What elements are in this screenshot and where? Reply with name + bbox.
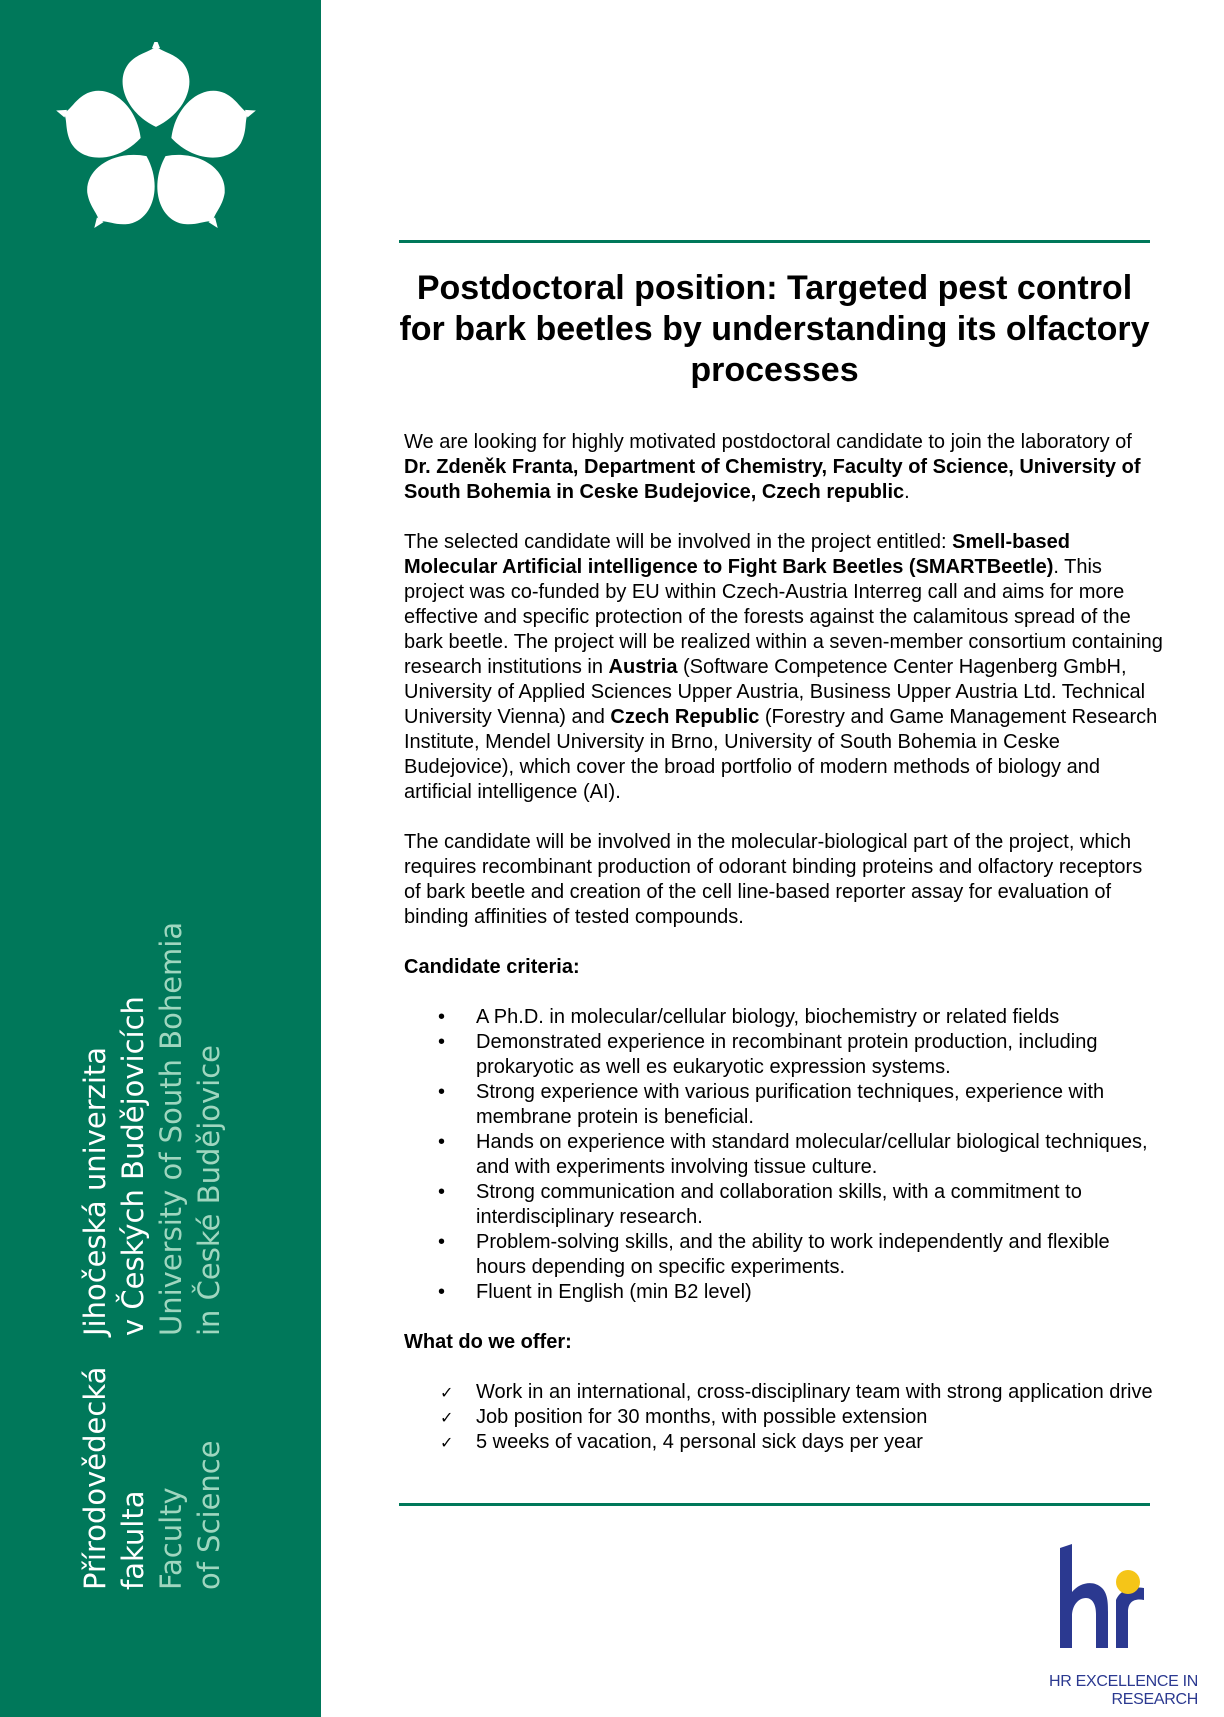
hr-excellence-logo bbox=[1050, 1540, 1150, 1650]
criteria-heading: Candidate criteria: bbox=[404, 956, 580, 978]
list-item: • Strong experience with various purification techniques, experience with membrane protein is beneficial. bbox=[404, 1080, 1164, 1130]
offer-list bbox=[404, 1380, 1164, 1455]
project-text-4: (Forestry and Game Management Research Institute, Mendel University in Brno, University of South Bohemia in Ceske Budejovice), which cover the broad portfolio of modern methods of biology and artificial intelligence (AI). bbox=[404, 706, 1158, 803]
document-body bbox=[404, 430, 1164, 1480]
hr-excellence-caption: HR EXCELLENCE IN RESEARCH bbox=[1048, 1673, 1198, 1708]
criteria-list bbox=[404, 1005, 1164, 1305]
list-item: • A Ph.D. in molecular/cellular biology, biochemistry or related fields bbox=[404, 1005, 1164, 1030]
faculty-line-cs-2: fakulta bbox=[116, 1490, 150, 1590]
project-text-3: (Software Competence Center Hagenberg GmbH, University of Applied Sciences Upper Austria, Business Upper Austria Ltd. Technical University Vienna) and bbox=[404, 656, 1146, 728]
page-title: Postdoctoral position: Targeted pest control for bark beetles by understanding its olfactory processes bbox=[399, 269, 1150, 389]
list-item: • Problem-solving skills, and the ability to work independently and flexible hours depending on specific experiments. bbox=[404, 1230, 1164, 1280]
faculty-line-en-1: Faculty bbox=[154, 1487, 188, 1590]
intro-end: . bbox=[904, 481, 910, 503]
university-name bbox=[76, 922, 228, 1336]
university-flower-logo bbox=[50, 42, 262, 244]
intro-text: We are looking for highly motivated postdoctoral candidate to join the laboratory of bbox=[404, 431, 1132, 453]
intro-paragraph bbox=[404, 430, 1164, 505]
university-sidebar bbox=[0, 0, 321, 1717]
faculty-line-en-2: of Science bbox=[192, 1440, 226, 1590]
university-line-cs-2: v Českých Budějovicích bbox=[116, 996, 150, 1336]
list-item: • Strong communication and collaboration skills, with a commitment to interdisciplinary research. bbox=[404, 1180, 1164, 1230]
list-item: ✓ 5 weeks of vacation, 4 personal sick days per year bbox=[404, 1430, 1164, 1455]
list-item: • Demonstrated experience in recombinant protein production, including prokaryotic as well es eukaryotic expression systems. bbox=[404, 1030, 1164, 1080]
project-paragraph bbox=[404, 530, 1164, 805]
bottom-divider bbox=[399, 1503, 1150, 1506]
role-paragraph: The candidate will be involved in the molecular-biological part of the project, which requires recombinant production of odorant binding proteins and olfactory receptors of bark beetle and creation of the cell line-based reporter assay for evaluation of binding affinities of tested compounds. bbox=[404, 831, 1143, 928]
list-item: • Fluent in English (min B2 level) bbox=[404, 1280, 1164, 1305]
university-line-en-2: in České Budějovice bbox=[192, 1044, 226, 1336]
project-country-austria: Austria bbox=[608, 656, 678, 678]
project-country-czech: Czech Republic bbox=[610, 706, 760, 728]
project-title: Smell-based Molecular Artificial intelligence to Fight Bark Beetles (SMARTBeetle) bbox=[404, 531, 1070, 578]
faculty-name bbox=[76, 1367, 228, 1590]
top-divider bbox=[399, 240, 1150, 243]
project-text-1: The selected candidate will be involved in the project entitled: bbox=[404, 531, 953, 553]
list-item: • Hands on experience with standard molecular/cellular biological techniques, and with experiments involving tissue culture. bbox=[404, 1130, 1164, 1180]
university-line-en-1: University of South Bohemia bbox=[154, 921, 188, 1336]
project-text-2: . This project was co-funded by EU within Czech-Austria Interreg call and aims for more effective and specific protection of the forests against the calamitous spread of the bark beetle. The project will be realized within a seven-member consortium containing research institutions in bbox=[404, 556, 1163, 678]
faculty-line-cs-1: Přírodovědecká bbox=[78, 1366, 112, 1590]
intro-lab-name: Dr. Zdeněk Franta, Department of Chemistry, Faculty of Science, University of South Bohemia in Ceske Budejovice, Czech republic bbox=[404, 456, 1141, 503]
list-item: ✓ Job position for 30 months, with possible extension bbox=[404, 1405, 1164, 1430]
list-item: ✓ Work in an international, cross-disciplinary team with strong application drive bbox=[404, 1380, 1164, 1405]
offer-heading: What do we offer: bbox=[404, 1331, 572, 1353]
university-line-cs-1: Jihočeská univerzita bbox=[78, 1046, 112, 1336]
